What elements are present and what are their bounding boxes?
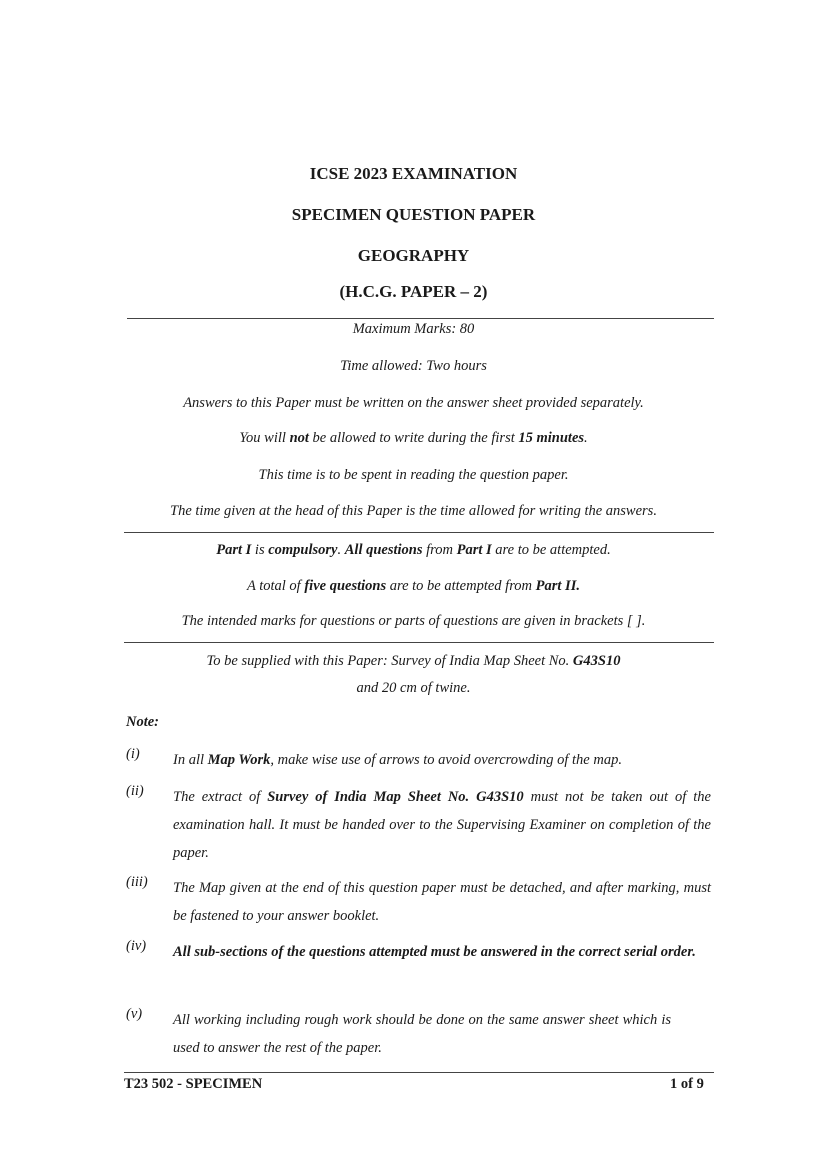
note-item-3 bbox=[126, 874, 711, 930]
note-item-4 bbox=[126, 938, 711, 966]
supply-line-2: and 20 cm of twine. bbox=[356, 680, 471, 696]
reading-text-d: 15 minutes bbox=[518, 430, 585, 446]
reading-text-e: . bbox=[584, 430, 588, 446]
instructions-divider bbox=[124, 532, 714, 533]
subject-title: GEOGRAPHY bbox=[357, 246, 470, 265]
note-text-b: Survey of India Map Sheet No. G43S10 bbox=[267, 789, 524, 805]
supply-text: To be supplied with this Paper: Survey of India Map Sheet No. bbox=[206, 653, 573, 669]
part-two-a: A total of bbox=[247, 578, 305, 594]
exam-title: ICSE 2023 EXAMINATION bbox=[309, 164, 518, 183]
part-one-e: All questions bbox=[344, 542, 423, 558]
parts-divider bbox=[124, 642, 714, 643]
reading-time-instruction bbox=[0, 430, 827, 447]
footer-page-number: 1 of 9 bbox=[670, 1076, 704, 1092]
part-one-d: . bbox=[337, 542, 345, 558]
note-text-c: , make wise use of arrows to avoid overcrowding of the map. bbox=[270, 752, 622, 768]
note-text-a: In all bbox=[173, 752, 208, 768]
part-one-g: Part I bbox=[456, 542, 492, 558]
note-item-5 bbox=[126, 1006, 671, 1062]
part-one-instruction bbox=[0, 542, 827, 559]
note-number: (ii) bbox=[126, 783, 144, 799]
part-one-a: Part I bbox=[216, 542, 252, 558]
answer-sheet-instruction: Answers to this Paper must be written on the answer sheet provided separately. bbox=[183, 395, 644, 411]
note-label: Note: bbox=[126, 714, 160, 730]
part-two-d: Part II. bbox=[535, 578, 580, 594]
paper-code: (H.C.G. PAPER – 2) bbox=[339, 282, 488, 301]
part-one-f: from bbox=[422, 542, 457, 558]
note-item-1 bbox=[126, 746, 711, 774]
map-sheet-number: G43S10 bbox=[572, 653, 621, 669]
note-number: (i) bbox=[126, 746, 140, 762]
max-marks: Maximum Marks: 80 bbox=[352, 321, 475, 337]
note-text-a: The Map given at the end of this question paper must be detached, and after marking, must be fastened to your answer booklet. bbox=[173, 880, 711, 924]
paper-type: SPECIMEN QUESTION PAPER bbox=[291, 205, 536, 224]
part-one-b: is bbox=[251, 542, 269, 558]
footer-paper-code: T23 502 - SPECIMEN bbox=[124, 1076, 263, 1092]
time-head-instruction: The time given at the head of this Paper is the time allowed for writing the answers. bbox=[170, 503, 657, 519]
note-text-b: All sub-sections of the questions attempted must be answered in the correct serial order. bbox=[173, 944, 696, 960]
part-two-b: five questions bbox=[304, 578, 387, 594]
note-text-a: The extract of bbox=[173, 789, 268, 805]
note-number: (iii) bbox=[126, 874, 148, 890]
note-text-b: Map Work bbox=[207, 752, 271, 768]
part-one-c: compulsory bbox=[268, 542, 338, 558]
note-text-c: must not be taken out of the examination hall. It must be handed over to the Supervising Examiner on completion of the paper. bbox=[173, 789, 711, 861]
part-two-c: are to be attempted from bbox=[386, 578, 536, 594]
note-number: (iv) bbox=[126, 938, 147, 954]
reading-text-b: not bbox=[289, 430, 309, 446]
note-item-2 bbox=[126, 783, 711, 867]
marks-instruction: The intended marks for questions or parts of questions are given in brackets [ ]. bbox=[181, 613, 646, 629]
time-allowed: Time allowed: Two hours bbox=[340, 358, 487, 374]
part-two-instruction bbox=[0, 578, 827, 595]
reading-text-a: You will bbox=[239, 430, 290, 446]
header-divider bbox=[127, 318, 714, 319]
reading-text-c: be allowed to write during the first bbox=[308, 430, 519, 446]
reading-purpose: This time is to be spent in reading the question paper. bbox=[258, 467, 569, 483]
part-one-h: are to be attempted. bbox=[491, 542, 611, 558]
note-text-a: All working including rough work should be done on the same answer sheet which is used to answer the rest of the paper. bbox=[173, 1012, 671, 1056]
supply-line-1 bbox=[0, 653, 827, 670]
note-number: (v) bbox=[126, 1006, 143, 1022]
footer-divider bbox=[124, 1072, 714, 1073]
